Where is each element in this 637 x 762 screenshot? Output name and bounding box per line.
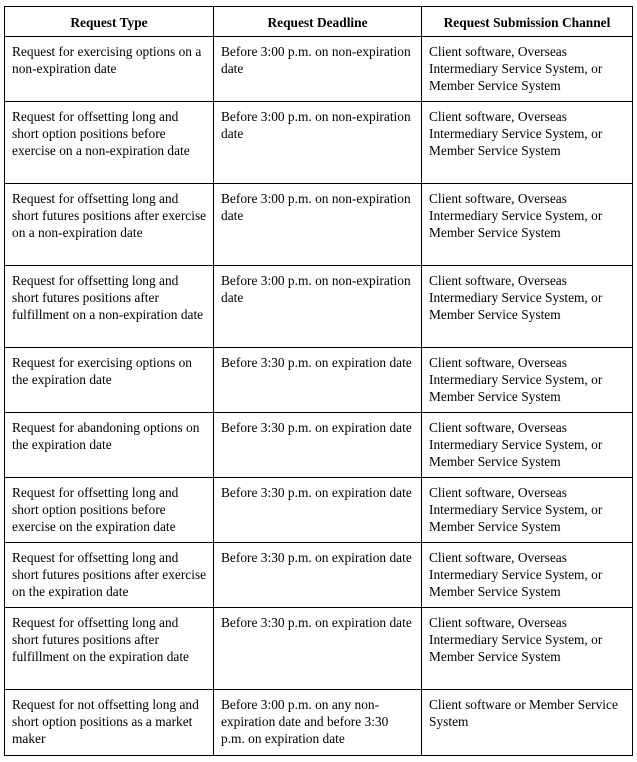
cell-request-type: Request for offsetting long and short option positions before exercise on a non-expiration date xyxy=(5,102,214,184)
table-row xyxy=(5,413,633,478)
cell-request-type: Request for offsetting long and short futures positions after fulfillment on a non-expiration date xyxy=(5,266,214,348)
cell-request-type: Request for exercising options on a non-expiration date xyxy=(5,37,214,102)
header-request-deadline: Request Deadline xyxy=(214,7,422,37)
cell-submission-channel: Client software, Overseas Intermediary Service System, or Member Service System xyxy=(422,266,633,348)
cell-request-deadline: Before 3:00 p.m. on any non-expiration date and before 3:30 p.m. on expiration date xyxy=(214,690,422,756)
cell-request-type: Request for exercising options on the expiration date xyxy=(5,348,214,413)
cell-request-deadline: Before 3:30 p.m. on expiration date xyxy=(214,348,422,413)
table-header xyxy=(5,7,633,37)
cell-submission-channel: Client software, Overseas Intermediary Service System, or Member Service System xyxy=(422,184,633,266)
header-submission-channel: Request Submission Channel xyxy=(422,7,633,37)
cell-request-type: Request for offsetting long and short option positions before exercise on the expiration date xyxy=(5,478,214,543)
cell-request-deadline: Before 3:30 p.m. on expiration date xyxy=(214,543,422,608)
cell-submission-channel: Client software, Overseas Intermediary Service System, or Member Service System xyxy=(422,608,633,690)
cell-submission-channel: Client software, Overseas Intermediary Service System, or Member Service System xyxy=(422,543,633,608)
cell-request-type: Request for offsetting long and short futures positions after exercise on a non-expiration date xyxy=(5,184,214,266)
cell-submission-channel: Client software, Overseas Intermediary Service System, or Member Service System xyxy=(422,102,633,184)
header-request-type: Request Type xyxy=(5,7,214,37)
table-row xyxy=(5,608,633,690)
cell-request-type: Request for not offsetting long and short option positions as a market maker xyxy=(5,690,214,756)
request-table xyxy=(4,6,633,756)
table-row xyxy=(5,102,633,184)
cell-request-deadline: Before 3:00 p.m. on non-expiration date xyxy=(214,266,422,348)
table-row xyxy=(5,348,633,413)
cell-request-type: Request for offsetting long and short futures positions after exercise on the expiration date xyxy=(5,543,214,608)
cell-request-deadline: Before 3:30 p.m. on expiration date xyxy=(214,413,422,478)
table-row xyxy=(5,37,633,102)
cell-submission-channel: Client software, Overseas Intermediary Service System, or Member Service System xyxy=(422,478,633,543)
cell-request-deadline: Before 3:00 p.m. on non-expiration date xyxy=(214,184,422,266)
cell-submission-channel: Client software, Overseas Intermediary Service System, or Member Service System xyxy=(422,348,633,413)
cell-request-type: Request for abandoning options on the expiration date xyxy=(5,413,214,478)
cell-request-deadline: Before 3:30 p.m. on expiration date xyxy=(214,608,422,690)
cell-submission-channel: Client software, Overseas Intermediary Service System, or Member Service System xyxy=(422,37,633,102)
table-row xyxy=(5,690,633,756)
table-body xyxy=(5,37,633,756)
cell-request-deadline: Before 3:00 p.m. on non-expiration date xyxy=(214,102,422,184)
table-row xyxy=(5,266,633,348)
table-row xyxy=(5,543,633,608)
cell-request-deadline: Before 3:30 p.m. on expiration date xyxy=(214,478,422,543)
table-row xyxy=(5,478,633,543)
header-row xyxy=(5,7,633,37)
cell-submission-channel: Client software or Member Service System xyxy=(422,690,633,756)
cell-submission-channel: Client software, Overseas Intermediary Service System, or Member Service System xyxy=(422,413,633,478)
table-row xyxy=(5,184,633,266)
cell-request-deadline: Before 3:00 p.m. on non-expiration date xyxy=(214,37,422,102)
cell-request-type: Request for offsetting long and short futures positions after fulfillment on the expiration date xyxy=(5,608,214,690)
